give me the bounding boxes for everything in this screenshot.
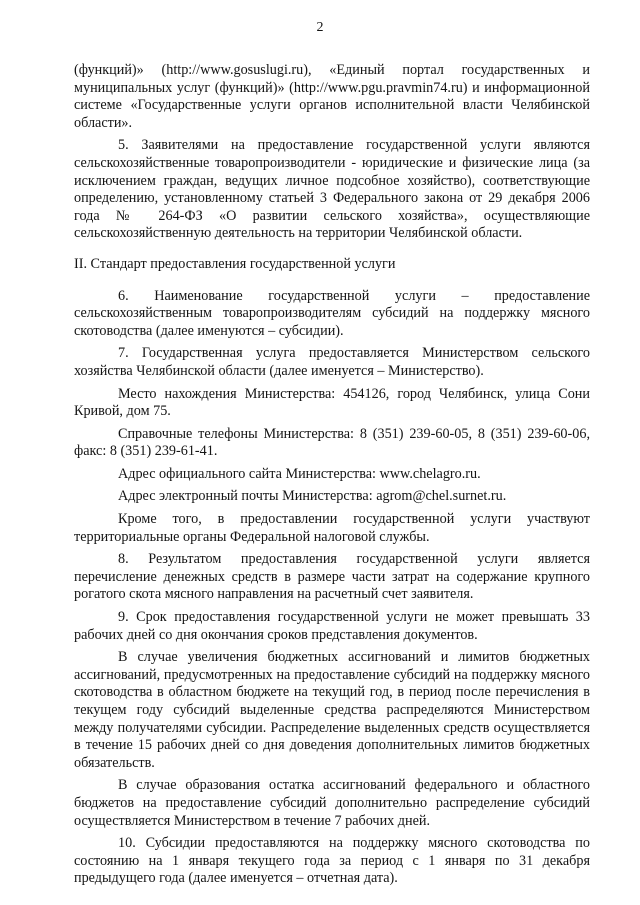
paragraph-7-tax-service: Кроме того, в предоставлении государственной услуги участвуют территориальные органы Федеральной налоговой службы. [74, 511, 590, 545]
paragraph-10-subsidy-period: 10. Субсидии предоставляются на поддержку мясного скотоводства по состоянию на 1 января текущего года за период с 1 января по 31 декабря предыдущего года (далее именуется – отчетная дата). [74, 835, 590, 887]
paragraph-7-location: Место нахождения Министерства: 454126, город Челябинск, улица Сони Кривой, дом 75. [74, 385, 590, 420]
paragraph-8-result: 8. Результатом предоставления государственной услуги является перечисление денежных средств в размере части затрат на содержание крупного рогатого скота мясного направления на расчетный счет заявителя. [74, 551, 590, 603]
paragraph-9-budget-remainder: В случае образования остатка ассигнований федерального и областного бюджетов на предоставление субсидий дополнительно распределение субсидий осуществляется Министерством в течение 7 рабочих дней. [74, 777, 590, 829]
paragraph-7-website: Адрес официального сайта Министерства: www.chelagro.ru. [118, 465, 481, 482]
paragraph-7-provider: 7. Государственная услуга предоставляется Министерством сельского хозяйства Челябинской области (далее именуется – Министерство). [74, 345, 590, 379]
paragraph-6-service-name: 6. Наименование государственной услуги – предоставление сельскохозяйственным товаропроизводителям субсидий на поддержку мясного скотоводства (далее именуются – субсидии). [74, 287, 590, 339]
paragraph-9-term: 9. Срок предоставления государственной услуги не может превышать 33 рабочих дней со дня окончания сроков представления документов. [74, 609, 590, 643]
document-body [74, 62, 590, 893]
section-heading: II. Стандарт предоставления государственной услуги [74, 255, 396, 272]
paragraph-intro-continuation: (функций)» (http://www.gosuslugi.ru), «Единый портал государственных и муниципальных услуг (функций)» (http://www.pgu.pravmin74.ru) и информационной системе «Государственные услуги органов исполнительной власти Челябинской области». [74, 62, 590, 131]
paragraph-9-budget-increase: В случае увеличения бюджетных ассигнований и лимитов бюджетных ассигнований, предусмотренных на предоставление субсидий на поддержку мясного скотоводства в областном бюджете на текущий год, в период после перечисления в текущем году субсидий выделенные средства распределяются Министерством между получателями субсидии. Распределение выделенных средств осуществляется в течение 15 рабочих дней со дня доведения дополнительных лимитов бюджетных обязательств. [74, 649, 590, 771]
paragraph-5-applicants: 5. Заявителями на предоставление государственной услуги являются сельскохозяйственные товаропроизводители - юридические и физические лица (за исключением граждан, ведущих личное подсобное хозяйство), соответствующие определению, установленному статьей 3 Федерального закона от 29 декабря 2006 года № 264-ФЗ «О развитии сельского хозяйства», осуществляющие сельскохозяйственную деятельность на территории Челябинской области. [74, 137, 590, 242]
paragraph-7-email: Адрес электронный почты Министерства: agrom@chel.surnet.ru. [118, 488, 507, 505]
paragraph-7-phones: Справочные телефоны Министерства: 8 (351) 239-60-05, 8 (351) 239-60-06, факс: 8 (351) 239-61-41. [74, 425, 590, 460]
page-number: 2 [316, 20, 324, 35]
